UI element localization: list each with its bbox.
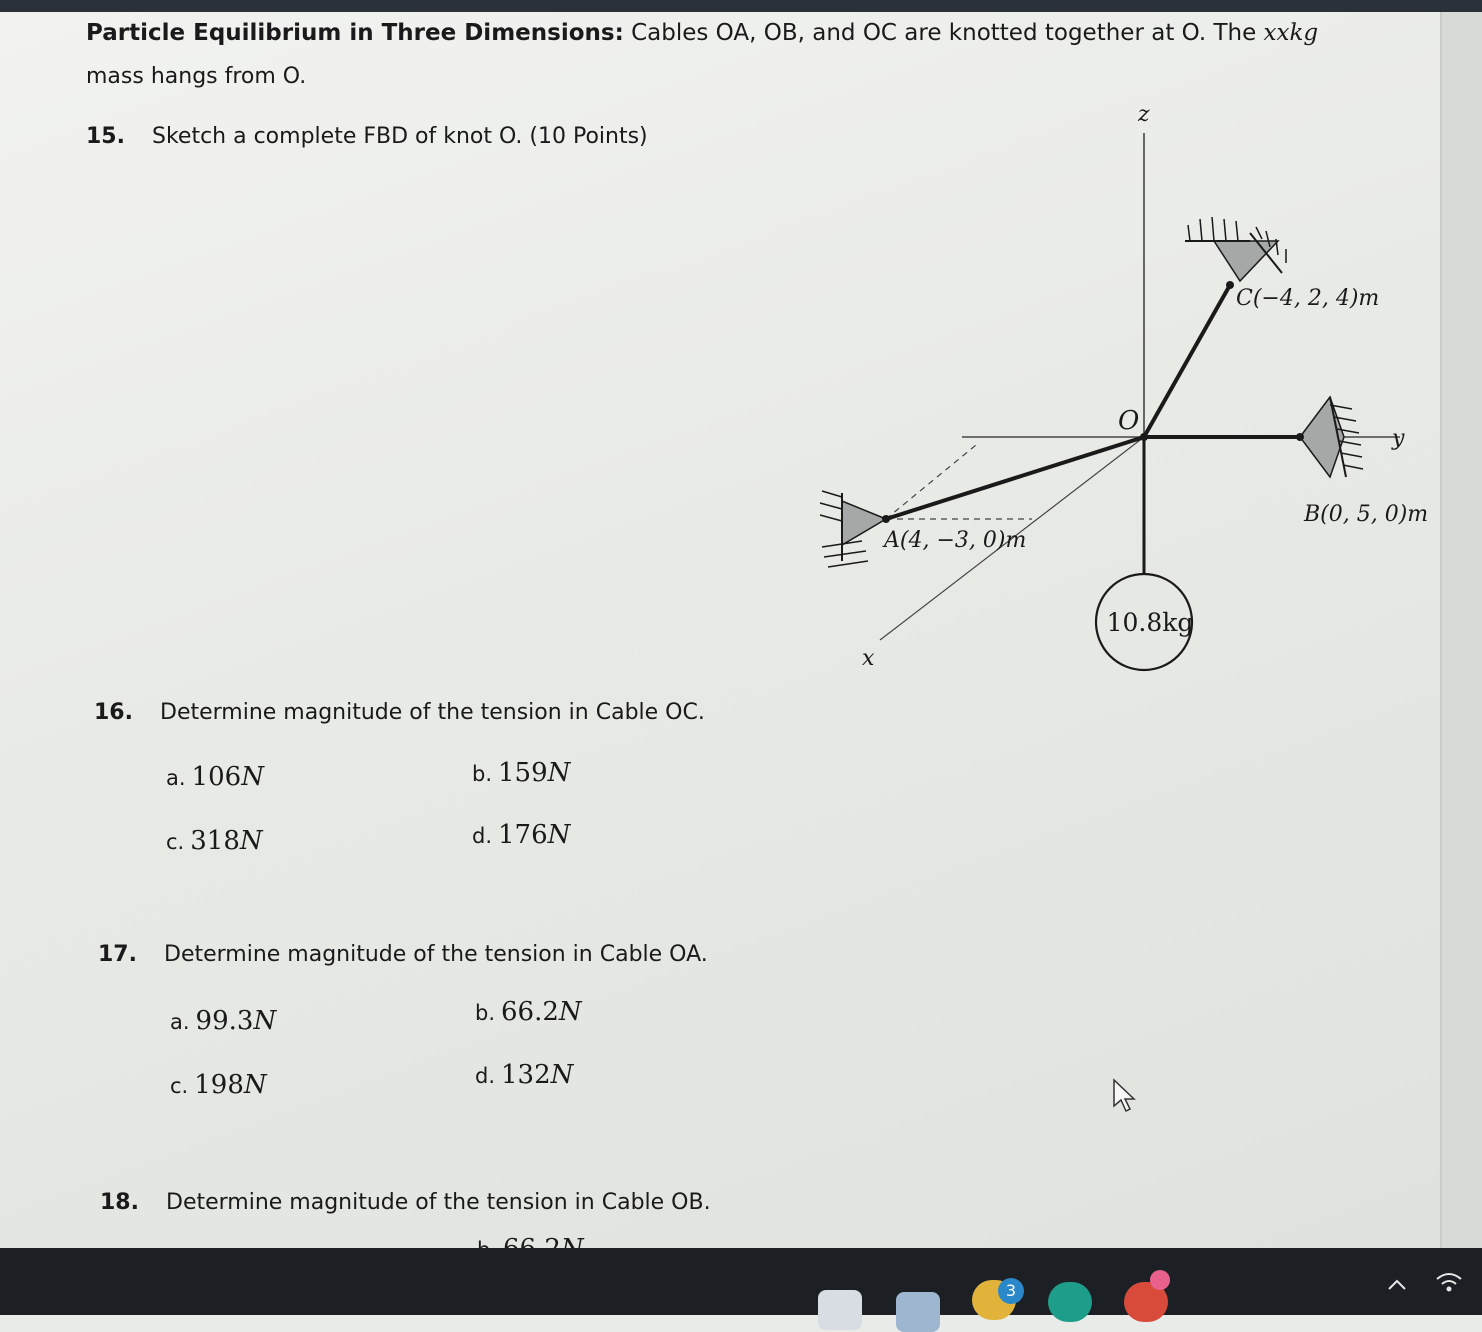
support-a-icon	[820, 491, 886, 567]
x-axis-label: x	[862, 646, 875, 671]
question-16	[94, 700, 705, 725]
support-c-icon	[1185, 217, 1286, 281]
question-15	[86, 124, 648, 149]
edge-icon[interactable]	[1048, 1282, 1092, 1322]
knot-o	[1140, 433, 1148, 441]
q17-option-a[interactable]: a. 99.3N	[170, 1006, 277, 1036]
question-text: Determine magnitude of the tension in Cable OB.	[166, 1190, 711, 1215]
q16-option-b[interactable]: b. 159N	[472, 758, 571, 788]
dashed-guide	[886, 445, 976, 519]
question-number: 17.	[98, 942, 137, 967]
chevron-up-icon[interactable]	[1386, 1278, 1408, 1292]
mouse-cursor-icon	[1112, 1078, 1138, 1114]
question-number: 16.	[94, 700, 133, 725]
point-a-label: A(4, −3, 0)m	[884, 528, 1027, 553]
page-margin	[1442, 12, 1482, 1248]
point-a-dot	[882, 515, 890, 523]
y-axis-label: y	[1392, 426, 1405, 451]
cable-oa	[886, 437, 1144, 519]
heading-text: Cables OA, OB, and OC are knotted together at O. The	[631, 20, 1257, 46]
q16-option-a[interactable]: a. 106N	[166, 762, 264, 792]
q17-option-c[interactable]: c. 198N	[170, 1070, 267, 1100]
profile-badge	[1150, 1270, 1170, 1290]
question-text: Determine magnitude of the tension in Cable OC.	[160, 700, 705, 725]
point-b-label: B(0, 5, 0)m	[1304, 502, 1429, 527]
z-axis-label: z	[1138, 102, 1150, 127]
question-18	[100, 1190, 711, 1215]
question-text: Determine magnitude of the tension in Cable OA.	[164, 942, 708, 967]
problem-heading	[86, 20, 1318, 46]
question-number: 15.	[86, 124, 125, 149]
q17-option-d[interactable]: d. 132N	[475, 1060, 574, 1090]
point-b-dot	[1296, 433, 1304, 441]
question-number: 18.	[100, 1190, 139, 1215]
q16-option-d[interactable]: d. 176N	[472, 820, 571, 850]
notification-badge: 3	[998, 1278, 1024, 1304]
file-explorer-icon[interactable]	[896, 1292, 940, 1332]
heading-line-2: mass hangs from O.	[86, 64, 307, 89]
q16-option-c[interactable]: c. 318N	[166, 826, 263, 856]
wifi-icon[interactable]	[1434, 1270, 1464, 1294]
calendar-app-icon[interactable]	[818, 1290, 862, 1330]
origin-label: O	[1118, 406, 1140, 436]
cable-system-diagram	[800, 95, 1430, 695]
screen-top-edge	[0, 0, 1482, 12]
question-text: Sketch a complete FBD of knot O. (10 Points)	[152, 124, 648, 149]
cable-oc	[1144, 285, 1230, 437]
point-c-dot	[1226, 281, 1234, 289]
heading-bold: Particle Equilibrium in Three Dimensions:	[86, 20, 624, 46]
taskbar	[0, 1248, 1482, 1315]
q17-option-b[interactable]: b. 66.2N	[475, 997, 582, 1027]
mass-label: 10.8kg	[1106, 608, 1194, 637]
question-17	[98, 942, 708, 967]
point-c-label: C(−4, 2, 4)m	[1236, 286, 1380, 311]
mass-variable: xxkg	[1263, 20, 1319, 46]
